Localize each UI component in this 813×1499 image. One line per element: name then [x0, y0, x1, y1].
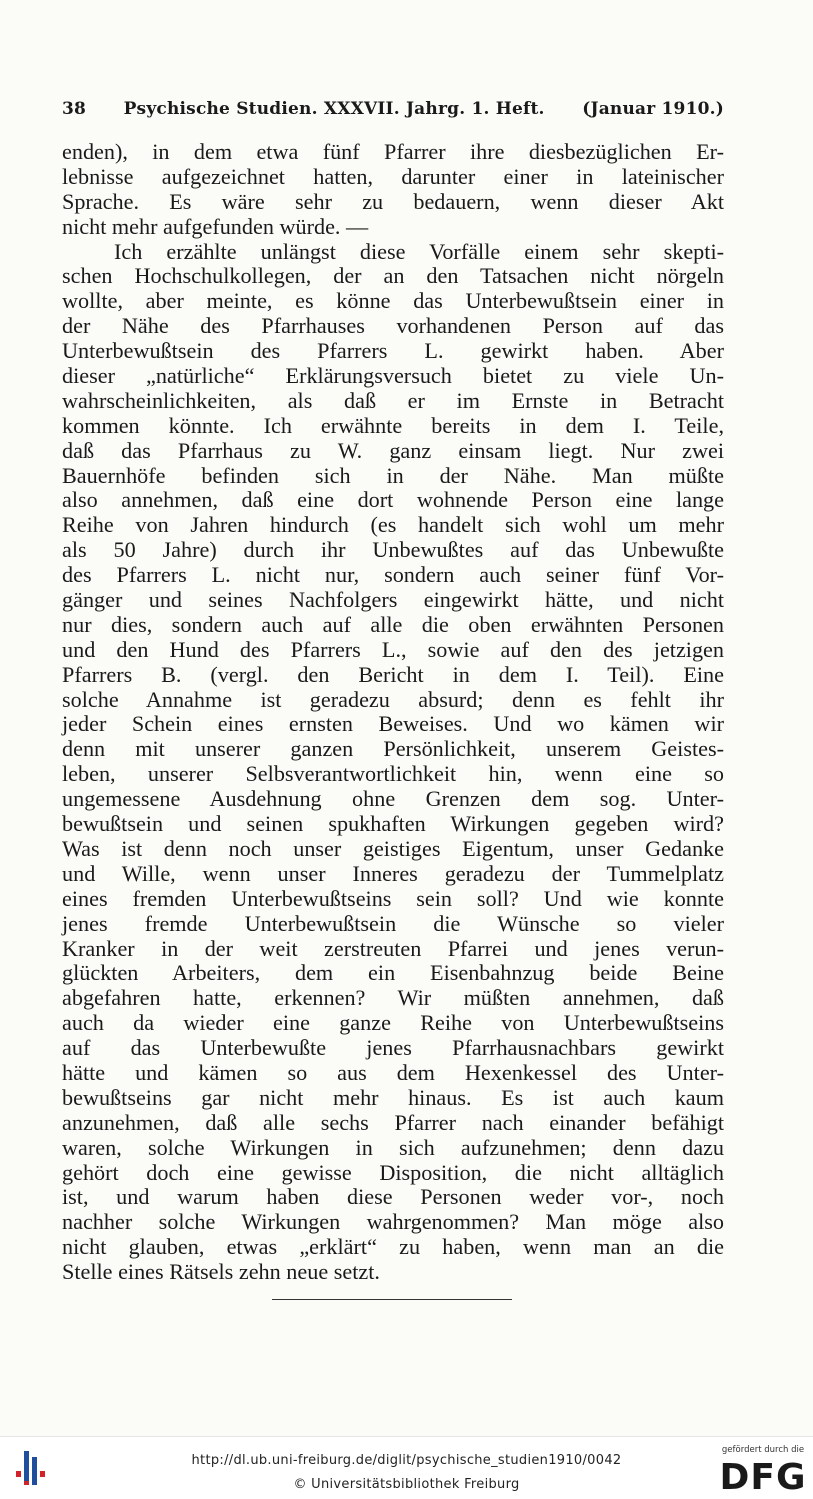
text-line: Bauernhöfe befinden sich in der Nähe. Man müßte: [62, 462, 724, 488]
body-text: [62, 140, 724, 1285]
text-line: auf das Unterbewußte jenes Pfarrhausnachbars gewirkt: [62, 1035, 724, 1061]
text-line: glückten Arbeiters, dem ein Eisenbahnzug beide Beine: [62, 960, 724, 986]
text-line: der Nähe des Pfarrhauses vorhandenen Person auf das: [62, 313, 724, 339]
text-line: solche Annahme ist geradezu absurd; denn es fehlt ihr: [62, 686, 724, 712]
dfg-logo-icon: [718, 1457, 808, 1493]
text-line: wollte, aber meinte, es könne das Unterbewußtsein einer in: [62, 288, 724, 314]
text-line: als 50 Jahre) durch ihr Unbewußtes auf das Unbewußte: [62, 537, 724, 563]
dfg-logo-text: DFG: [719, 1457, 807, 1493]
text-line: nachher solche Wirkungen wahrgenommen? Man möge also: [62, 1209, 724, 1235]
text-line: kommen könnte. Ich erwähnte bereits in dem I. Teile,: [62, 412, 724, 438]
text-line: Was ist denn noch unser geistiges Eigentum, unser Gedanke: [62, 835, 724, 861]
text-line: hätte und kämen so aus dem Hexenkessel des Unter-: [62, 1059, 724, 1085]
text-line: ungemessene Ausdehnung ohne Grenzen dem sog. Unter-: [62, 786, 724, 812]
text-line: Pfarrers B. (vergl. den Bericht in dem I. Teil). Eine: [62, 661, 724, 687]
text-line: denn mit unserer ganzen Persönlichkeit, unserem Geistes-: [62, 736, 724, 762]
text-line: wahrscheinlichkeiten, als daß er im Ernste in Betracht: [62, 387, 724, 413]
source-url[interactable]: http://dl.ub.uni-freiburg.de/diglit/psychische_studien1910/0042: [191, 1453, 622, 1468]
text-line: Reihe von Jahren hindurch (es handelt sich wohl um mehr: [62, 512, 724, 538]
dfg-funding-block: [718, 1445, 808, 1495]
text-line: dieser „natürliche“ Erklärungsversuch bietet zu viele Un-: [62, 363, 724, 389]
text-line: enden), in dem etwa fünf Pfarrer ihre diesbezüglichen Er-: [62, 139, 724, 164]
text-line: Stelle eines Rätsels zehn neue setzt.: [62, 1259, 380, 1285]
text-line: anzunehmen, daß alle sechs Pfarrer nach einander befähigt: [62, 1109, 724, 1135]
text-line: Ich erzählte unlängst diese Vorfälle einem sehr skepti-: [114, 238, 724, 264]
text-line: bewußtsein und seinen spukhaften Wirkungen gegeben wird?: [62, 811, 724, 837]
text-line: jenes fremde Unterbewußtsein die Wünsche so vieler: [62, 910, 724, 936]
text-line: nur dies, sondern auch auf alle die oben erwähnten Personen: [62, 611, 724, 637]
text-line: schen Hochschulkollegen, der an den Tatsachen nicht nörgeln: [62, 263, 724, 289]
text-line: auch da wieder eine ganze Reihe von Unterbewußtseins: [62, 1010, 724, 1036]
text-line: Sprache. Es wäre sehr zu bedauern, wenn dieser Akt: [62, 188, 724, 214]
text-line: waren, solche Wirkungen in sich aufzunehmen; denn dazu: [62, 1134, 724, 1160]
text-line: und Wille, wenn unser Inneres geradezu der Tummelplatz: [62, 860, 724, 886]
text-line: Kranker in der weit zerstreuten Pfarrei und jenes verun-: [62, 935, 724, 961]
text-line: des Pfarrers L. nicht nur, sondern auch seiner fünf Vor-: [62, 562, 724, 588]
text-line: gänger und seines Nachfolgers eingewirkt hätte, und nicht: [62, 587, 724, 613]
text-line: ist, und warum haben diese Personen weder vor-, noch: [62, 1184, 724, 1210]
text-line: daß das Pfarrhaus zu W. ganz einsam liegt. Nur zwei: [62, 437, 724, 463]
text-line: nicht mehr aufgefunden würde. —: [62, 213, 369, 239]
running-title: Psychische Studien. XXXVII. Jahrg. 1. Heft.: [123, 99, 545, 119]
dfg-caption: gefördert durch die: [721, 1445, 805, 1455]
text-line: jeder Schein eines ernsten Beweises. Und wo kämen wir: [62, 711, 724, 737]
footer-bar: [0, 1436, 813, 1499]
text-line: und den Hund des Pfarrers L., sowie auf den des jetzigen: [62, 636, 724, 662]
copyright-notice: © Universitätsbibliothek Freiburg: [293, 1477, 520, 1492]
text-line: abgefahren hatte, erkennen? Wir müßten annehmen, daß: [62, 985, 724, 1011]
text-line: nicht glauben, etwas „erklärt“ zu haben, wenn man an die: [62, 1234, 724, 1260]
running-header: [62, 96, 724, 122]
issue-date: (Januar 1910.): [582, 99, 724, 119]
text-line: Unterbewußtsein des Pfarrers L. gewirkt haben. Aber: [62, 338, 724, 364]
page-number: 38: [62, 99, 87, 119]
text-line: also annehmen, daß eine dort wohnende Person eine lange: [62, 487, 724, 513]
text-line: bewußtseins gar nicht mehr hinaus. Es ist auch kaum: [62, 1084, 724, 1110]
section-end-rule: [272, 1299, 512, 1300]
text-line: gehört doch eine gewisse Disposition, die nicht alltäglich: [62, 1159, 724, 1185]
text-line: lebnisse aufgezeichnet hatten, darunter einer in lateinischer: [62, 163, 724, 189]
text-line: eines fremden Unterbewußtseins sein soll? Und wie konnte: [62, 885, 724, 911]
text-line: leben, unserer Selbsverantwortlichkeit hin, wenn eine so: [62, 761, 724, 787]
